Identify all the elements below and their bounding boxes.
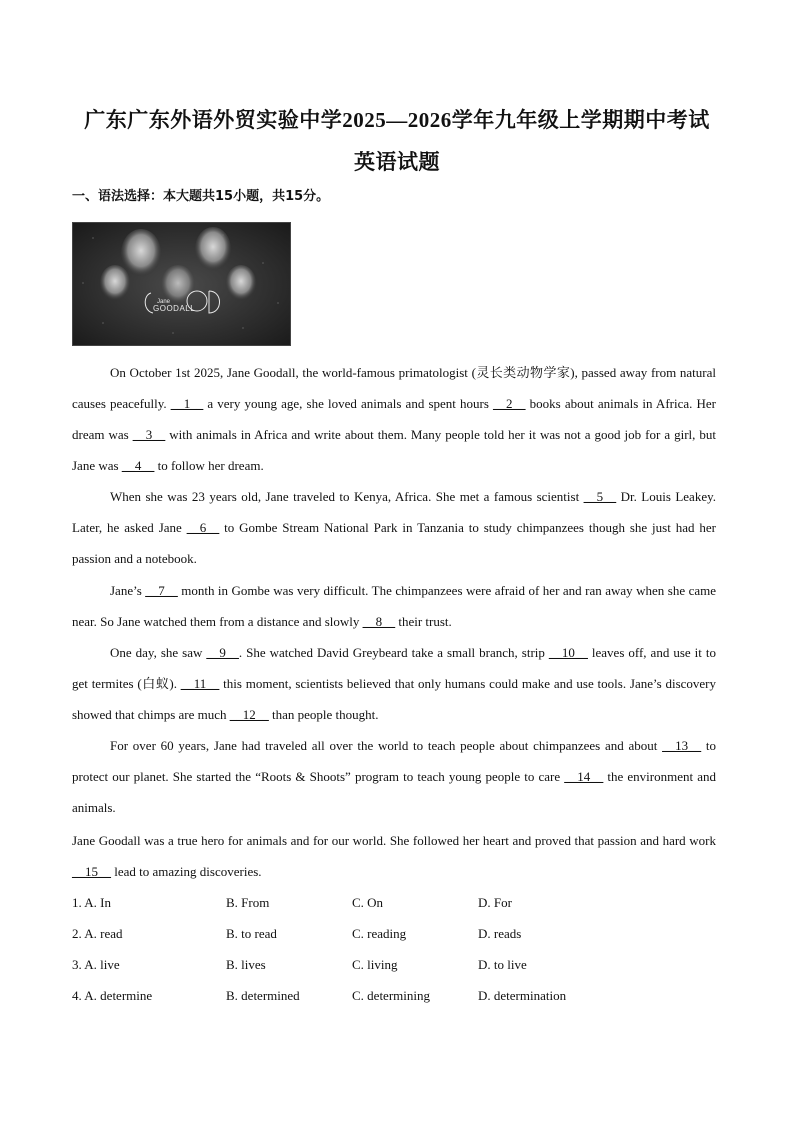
option-c[interactable]: C. reading [352,926,407,941]
blank-8: __8__ [362,614,396,629]
blank-14: __14__ [564,769,604,784]
text: month in Gombe was very difficult. The chimpanzees were afraid of her and ran away when she came near. So Jane watched them from a distance and slowly [72,583,716,629]
exam-subtitle: 英语试题 [354,150,440,174]
option-c[interactable]: C. determining [352,988,430,1003]
blank-2: __2__ [493,396,526,411]
option-d[interactable]: D. For [478,895,512,910]
option-d[interactable]: D. reads [478,926,522,941]
blank-12: __12__ [229,707,269,722]
blank-7: __7__ [145,583,178,598]
text: the environment and animals. [72,769,717,815]
option-c[interactable]: C. living [352,957,398,972]
text: One day, she saw [110,645,207,660]
blank-11: __11__ [180,676,220,691]
question-2-options [72,926,716,946]
option-a[interactable]: 3. A. live [72,957,120,972]
blank-4: __4__ [121,458,155,473]
jane-goodall-photo [72,222,291,346]
blank-13: __13__ [662,738,702,753]
blank-10: __10__ [548,645,588,660]
text: their trust. [395,614,452,629]
photo-graphic [73,223,291,346]
text: books about animals in Africa. Her dream was [72,396,716,442]
svg-text:Jane: Jane [157,299,171,305]
option-c[interactable]: C. On [352,895,384,910]
question-3-options [72,957,716,977]
blank-3: __3__ [132,427,166,442]
blank-1: __1__ [170,396,204,411]
blank-9: __9__ [206,645,239,660]
question-4-options [72,988,716,1008]
option-b[interactable]: B. determined [226,988,300,1003]
text: with animals in Africa and write about them. Many people told her it was not a good job for a girl, but Jane was [72,427,717,473]
text: . She watched David Greybeard take a small branch, strip [238,645,549,660]
option-b[interactable]: B. From [226,895,270,910]
option-a[interactable]: 4. A. determine [72,988,153,1003]
blank-6: __6__ [186,520,220,535]
option-d[interactable]: D. to live [478,957,527,972]
section-heading: 一、语法选择：本大题共15小题，共15分。 [72,189,330,204]
text: On October 1st 2025, Jane Goodall, the world-famous primatologist (灵长类动物学家), passed away from natural causes peacefully. [72,365,716,411]
text: For over 60 years, Jane had traveled all over the world to teach people about chimpanzees and about [110,738,663,753]
blank-5: __5__ [583,489,617,504]
passage-paragraph-5 [72,730,716,823]
text: to follow her dream. [154,458,264,473]
passage-paragraph-1 [72,357,716,481]
passage-paragraph-4 [72,637,716,730]
option-d[interactable]: D. determination [478,988,567,1003]
text: this moment, scientists believed that only humans could make and use tools. Jane’s discovery showed that chimps are much [72,676,717,722]
text: to Gombe Stream National Park in Tanzania to study chimpanzees though she just had her passion and a notebook. [72,520,716,566]
blank-15: __15__ [72,864,111,879]
text: leaves off, and use it to get termites (白蚁). [72,645,716,691]
text: lead to amazing discoveries. [111,864,262,879]
text: When she was 23 years old, Jane traveled to Kenya, Africa. She met a famous scientist [110,489,584,504]
text: than people thought. [268,707,379,722]
passage-paragraph-3 [72,575,716,637]
text: Jane’s [110,583,146,598]
option-a[interactable]: 1. A. In [72,895,111,910]
option-b[interactable]: B. to read [226,926,277,941]
text: to protect our planet. She started the “Roots & Shoots” program to teach young people to care [72,738,716,784]
option-b[interactable]: B. lives [226,957,266,972]
passage-paragraph-2 [72,481,716,574]
passage-paragraph-6 [72,825,716,887]
exam-title: 广东广东外语外贸实验中学2025—2026学年九年级上学期期中考试 [84,108,710,132]
text: a very young age, she loved animals and spent hours [203,396,494,411]
text: Jane Goodall was a true hero for animals and for our world. She followed her heart and proved that passion and hard work [72,833,716,848]
question-1-options [72,895,716,915]
svg-text:GOODALL: GOODALL [153,304,196,313]
text: Dr. Louis Leakey. Later, he asked Jane [72,489,716,535]
option-a[interactable]: 2. A. read [72,926,123,941]
